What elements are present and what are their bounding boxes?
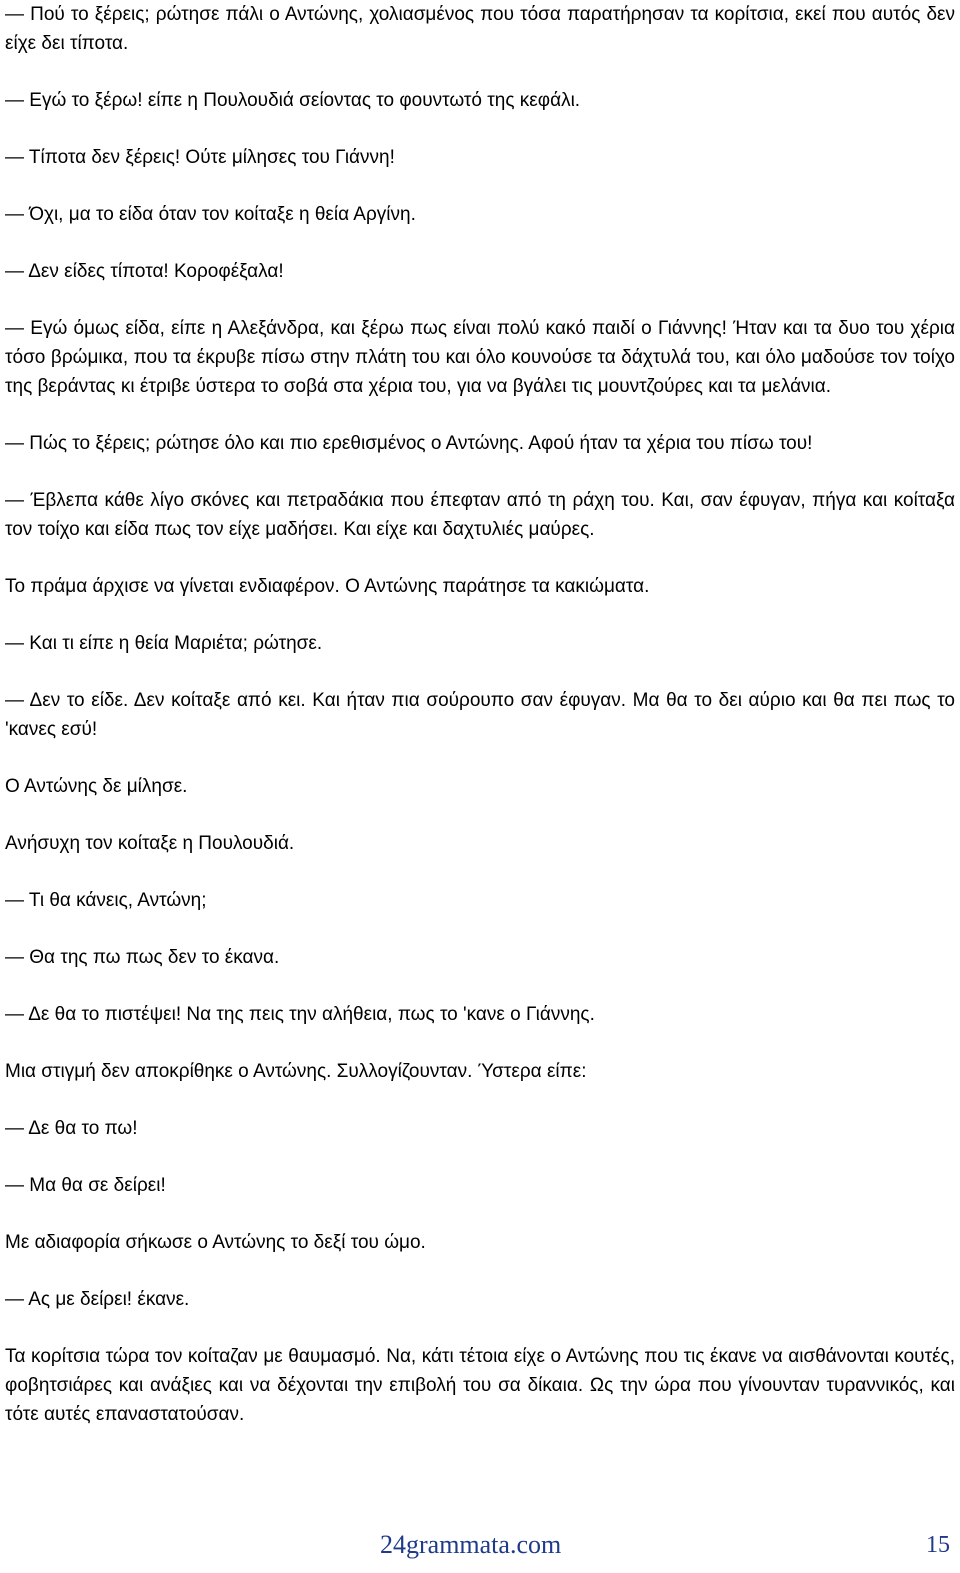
- paragraph: — Όχι, μα το είδα όταν τον κοίταξε η θεία Αργίνη.: [5, 204, 416, 225]
- paragraph: — Τίποτα δεν ξέρεις! Ούτε μίλησες του Γιάννη!: [5, 147, 395, 168]
- paragraph: — Μα θα σε δείρει!: [5, 1175, 166, 1196]
- paragraph: — Και τι είπε η θεία Μαριέτα; ρώτησε.: [5, 633, 323, 654]
- paragraph: Με αδιαφορία σήκωσε ο Αντώνης το δεξί του ώμο.: [5, 1232, 426, 1253]
- paragraph: — Δεν το είδε. Δεν κοίταξε από κει. Και ήταν πια σούρουπο σαν έφυγαν. Μα θα το δει αύριο και θα πει πως το 'κανες εσύ!: [5, 690, 955, 740]
- paragraph: — Πού το ξέρεις; ρώτησε πάλι ο Αντώνης, χολιασμένος που τόσα παρατήρησαν τα κορίτσια, εκεί που αυτός δεν είχε δει τίποτα.: [5, 4, 955, 54]
- paragraph: — Ας με δείρει! έκανε.: [5, 1289, 190, 1310]
- footer-site-link[interactable]: 24grammata.com: [380, 1530, 562, 1559]
- paragraph: — Τι θα κάνεις, Αντώνη;: [5, 890, 207, 911]
- page-number: 15: [926, 1532, 950, 1558]
- paragraph: Ανήσυχη τον κοίταξε η Πουλουδιά.: [5, 833, 295, 854]
- paragraph: — Έβλεπα κάθε λίγο σκόνες και πετραδάκια που έπεφταν από τη ράχη του. Και, σαν έφυγαν, πήγα και κοίταξα τον τοίχο και είδα πως τον είχε μαδήσει. Και είχε και δαχτυλιές μαύρες.: [5, 490, 955, 540]
- paragraph: Μια στιγμή δεν αποκρίθηκε ο Αντώνης. Συλλογίζουνταν. Ύστερα είπε:: [5, 1061, 587, 1082]
- paragraph: — Εγώ όμως είδα, είπε η Αλεξάνδρα, και ξέρω πως είναι πολύ κακό παιδί ο Γιάννης! Ήταν και τα δυο του χέρια τόσο βρώμικα, που τα έκρυβε πίσω στην πλάτη του και όλο κουνούσε τα δάχτυλά του, και όλο μαδούσε τον τοίχο της βεράντας κι έτριβε ύστερα το σοβά στα χέρια του, για να βγάλει τις μουντζούρες και τα μελάνια.: [5, 318, 955, 397]
- paragraph: — Δεν είδες τίποτα! Κοροφέξαλα!: [5, 261, 284, 282]
- document-body: [5, 0, 955, 1457]
- paragraph: — Δε θα το πιστέψει! Να της πεις την αλήθεια, πως το 'κανε ο Γιάννης.: [5, 1004, 595, 1025]
- paragraph: Τα κορίτσια τώρα τον κοίταζαν με θαυμασμό. Να, κάτι τέτοια είχε ο Αντώνης που τις έκανε να αισθάνονται κουτές, φοβητσιάρες και ανάξιες και να δέχονται την επιβολή του σα δίκαια. Ως την ώρα που γίνουνταν τυραννικός, και τότε αυτές επαναστατούσαν.: [5, 1346, 955, 1425]
- paragraph: Το πράμα άρχισε να γίνεται ενδιαφέρον. Ο Αντώνης παράτησε τα κακιώματα.: [5, 576, 650, 597]
- paragraph: Ο Αντώνης δε μίλησε.: [5, 776, 188, 797]
- paragraph: — Δε θα το πω!: [5, 1118, 138, 1139]
- paragraph: — Θα της πω πως δεν το έκανα.: [5, 947, 280, 968]
- paragraph: — Πώς το ξέρεις; ρώτησε όλο και πιο ερεθισμένος ο Αντώνης. Αφού ήταν τα χέρια του πίσω του!: [5, 433, 813, 454]
- paragraph: — Εγώ το ξέρω! είπε η Πουλουδιά σείοντας το φουντωτό της κεφάλι.: [5, 90, 581, 111]
